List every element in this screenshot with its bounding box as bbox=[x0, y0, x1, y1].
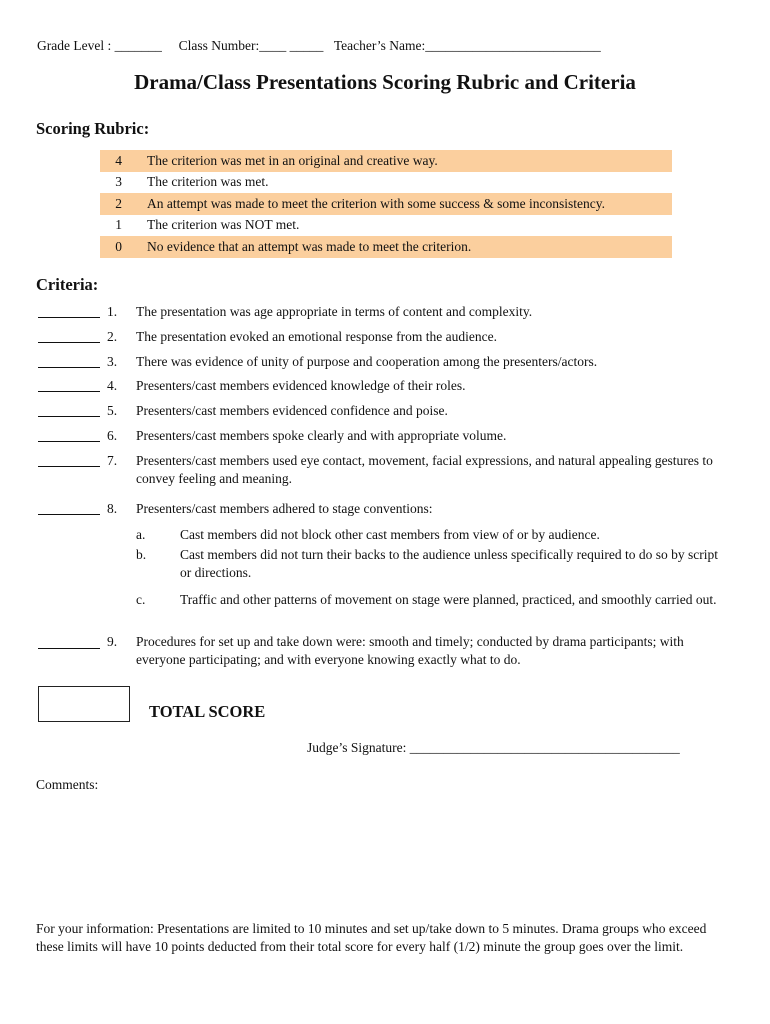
sub-criterion-text: Cast members did not turn their backs to the audience unless specifically required to do so by script or directions. bbox=[180, 547, 718, 580]
rubric-row bbox=[100, 193, 672, 215]
scoring-rubric-heading: Scoring Rubric: bbox=[36, 119, 150, 138]
criteria-heading: Criteria: bbox=[36, 275, 99, 294]
sub-criterion-letter: c. bbox=[136, 592, 146, 607]
criterion-text: The presentation evoked an emotional response from the audience. bbox=[136, 329, 497, 344]
total-score-label: TOTAL SCORE bbox=[149, 702, 266, 721]
rubric-description: The criterion was met in an original and creative way. bbox=[147, 152, 438, 168]
total-score-box[interactable] bbox=[38, 686, 130, 722]
criterion-text: The presentation was age appropriate in terms of content and complexity. bbox=[136, 304, 533, 319]
criterion-number: 1. bbox=[107, 304, 118, 319]
rubric-score: 3 bbox=[115, 174, 122, 190]
page-title: Drama/Class Presentations Scoring Rubric and Criteria bbox=[134, 70, 636, 94]
criterion-number: 9. bbox=[107, 634, 118, 649]
criterion-text: Presenters/cast members used eye contact, movement, facial expressions, and natural appealing gestures to convey feeling and meaning. bbox=[136, 453, 713, 486]
rubric-score: 4 bbox=[115, 152, 122, 168]
criterion-number: 7. bbox=[107, 453, 118, 468]
rubric-row bbox=[100, 150, 672, 172]
teacher-name-field[interactable]: Teacher’s Name:__________________________ bbox=[333, 38, 601, 53]
rubric-row bbox=[100, 236, 672, 258]
grade-level-field[interactable]: Grade Level : _______ bbox=[37, 38, 162, 53]
class-number-field[interactable]: Class Number:____ _____ bbox=[178, 38, 324, 53]
rubric-description: The criterion was met. bbox=[147, 174, 269, 190]
criterion-number: 2. bbox=[107, 329, 118, 344]
criterion-9-score-blank[interactable] bbox=[38, 648, 100, 649]
criterion-text: There was evidence of unity of purpose and cooperation among the presenters/actors. bbox=[136, 354, 598, 369]
criterion-number: 4. bbox=[107, 378, 118, 393]
sub-criterion-letter: a. bbox=[136, 527, 146, 542]
rubric-description: An attempt was made to meet the criterion with some success & some inconsistency. bbox=[147, 195, 606, 211]
criterion-7-score-blank[interactable] bbox=[38, 466, 100, 467]
rubric-description: The criterion was NOT met. bbox=[147, 217, 300, 233]
rubric-score: 0 bbox=[115, 238, 122, 254]
rubric-row bbox=[100, 172, 672, 194]
sub-criterion-text: Traffic and other patterns of movement on stage were planned, practiced, and smoothly carried out. bbox=[180, 592, 717, 607]
criterion-4-score-blank[interactable] bbox=[38, 391, 100, 392]
footer-note: For your information: Presentations are limited to 10 minutes and set up/take down to 5 minutes. Drama groups who exceed these limits will have 10 points deducted from their total score for every half (1/2) minute the group goes over the limit. bbox=[36, 921, 707, 954]
criterion-number: 6. bbox=[107, 428, 118, 443]
header-fields bbox=[37, 38, 601, 54]
criterion-number: 8. bbox=[107, 501, 118, 516]
criterion-2-score-blank[interactable] bbox=[38, 342, 100, 343]
rubric-score: 1 bbox=[115, 217, 122, 233]
criterion-1-score-blank[interactable] bbox=[38, 317, 100, 318]
criterion-number: 5. bbox=[107, 403, 118, 418]
criterion-number: 3. bbox=[107, 354, 118, 369]
criterion-5-score-blank[interactable] bbox=[38, 416, 100, 417]
criterion-6-score-blank[interactable] bbox=[38, 441, 100, 442]
rubric-table bbox=[100, 150, 672, 258]
criterion-text: Presenters/cast members adhered to stage conventions: bbox=[136, 501, 433, 516]
criterion-text: Presenters/cast members evidenced confidence and poise. bbox=[136, 403, 448, 418]
criterion-text: Presenters/cast members evidenced knowledge of their roles. bbox=[136, 378, 466, 393]
criterion-text: Procedures for set up and take down were: smooth and timely; conducted by drama participants; with everyone participating; and with everyone knowing exactly what to do. bbox=[136, 634, 684, 667]
rubric-description: No evidence that an attempt was made to meet the criterion. bbox=[147, 238, 472, 254]
criterion-8-score-blank[interactable] bbox=[38, 514, 100, 515]
rubric-row bbox=[100, 215, 672, 237]
rubric-score: 2 bbox=[115, 195, 122, 211]
criterion-3-score-blank[interactable] bbox=[38, 367, 100, 368]
sub-criterion-letter: b. bbox=[136, 547, 147, 562]
comments-label: Comments: bbox=[36, 777, 99, 792]
criterion-text: Presenters/cast members spoke clearly and with appropriate volume. bbox=[136, 428, 507, 443]
judge-signature-line[interactable]: Judge’s Signature: ________________________________________ bbox=[307, 740, 680, 755]
sub-criterion-text: Cast members did not block other cast members from view of or by audience. bbox=[180, 527, 600, 542]
